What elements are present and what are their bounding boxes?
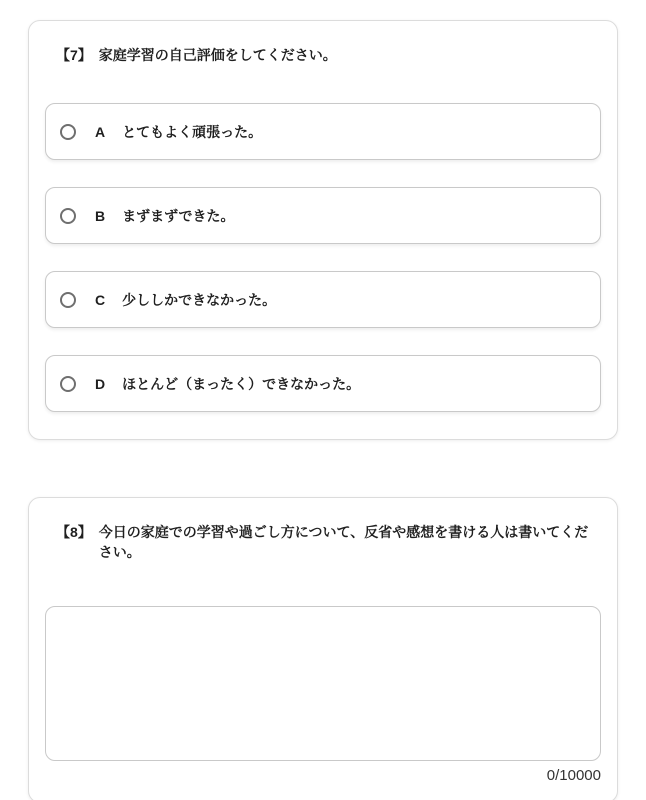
radio-unchecked-icon[interactable] (60, 124, 76, 140)
radio-unchecked-icon[interactable] (60, 376, 76, 392)
radio-unchecked-icon[interactable] (60, 208, 76, 224)
option-b[interactable] (45, 187, 601, 244)
option-c-label: 少ししかできなかった。 (122, 291, 277, 308)
option-a-label: とてもよく頑張った。 (122, 123, 263, 140)
option-d-letter: D (95, 375, 106, 392)
option-d[interactable] (45, 355, 601, 412)
radio-unchecked-icon[interactable] (60, 292, 76, 308)
option-a-letter: A (95, 123, 106, 140)
char-counter: 0/10000 (546, 767, 601, 784)
question8-title (56, 522, 601, 562)
option-a[interactable] (45, 103, 601, 160)
option-c-letter: C (95, 291, 106, 308)
question7-number: 【7】 (56, 47, 92, 63)
question8-number: 【8】 (56, 524, 92, 540)
option-d-label: ほとんど（まったく）できなかった。 (122, 375, 361, 392)
option-c[interactable] (45, 271, 601, 328)
answer-textarea[interactable] (45, 606, 601, 761)
question8-card (28, 497, 618, 800)
question7-title (56, 45, 601, 65)
question7-card (28, 20, 618, 440)
question7-options (45, 103, 601, 412)
question7-text: 家庭学習の自己評価をしてください。 (98, 47, 337, 63)
option-b-letter: B (95, 207, 106, 224)
question8-text: 今日の家庭での学習や過ごし方について、反省や感想を書ける人は書いてください。 (98, 524, 589, 560)
option-b-label: まずまずできた。 (122, 207, 235, 224)
